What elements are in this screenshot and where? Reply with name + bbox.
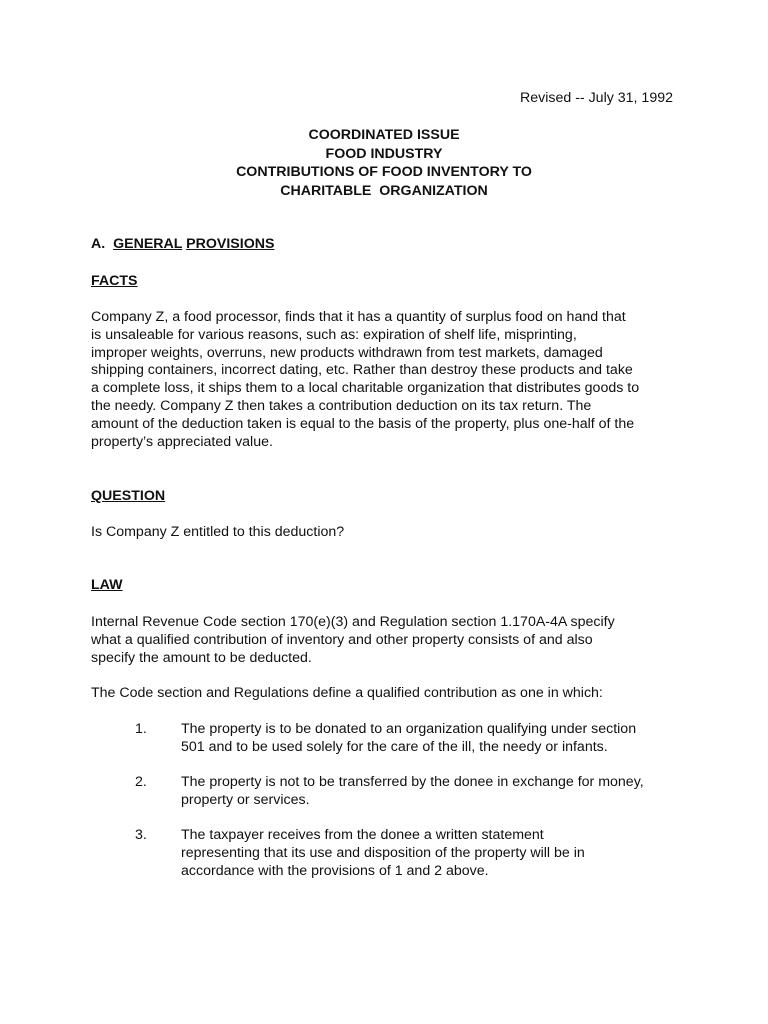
- facts-heading: [91, 273, 691, 291]
- question-paragraph: Is Company Z entitled to this deduction?: [91, 524, 345, 540]
- question-heading-text: QUESTION: [91, 488, 166, 504]
- title-line-2: FOOD INDUSTRY: [325, 145, 443, 162]
- section-a-word-provisions: PROVISIONS: [186, 236, 275, 252]
- list-item-text: The property is to be donated to an organization qualifying under section 501 and to be used solely for the care of the ill, the needy or infants.: [181, 721, 637, 755]
- revision-date: Revised -- July 31, 1992: [520, 90, 673, 106]
- law-heading: [91, 577, 691, 595]
- section-a-word-general: GENERAL: [113, 236, 183, 252]
- list-item: [91, 721, 691, 761]
- list-item: [91, 827, 691, 883]
- title-line-4: CHARITABLE ORGANIZATION: [280, 182, 488, 199]
- law-paragraph-1: Internal Revenue Code section 170(e)(3) and Regulation section 1.170A-4A specify what a qualified contribution of inventory and other property consists of and also specify the amount to be deducted.: [91, 614, 615, 666]
- list-item: [91, 774, 691, 814]
- list-item-number: 1.: [135, 721, 147, 737]
- list-item-number: 3.: [135, 827, 147, 843]
- section-a-letter: A.: [91, 236, 106, 252]
- section-a-heading: [91, 236, 691, 254]
- list-item-text: The property is not to be transferred by the donee in exchange for money, property or services.: [181, 774, 644, 808]
- title-line-1: COORDINATED ISSUE: [308, 127, 460, 143]
- document-title: [0, 126, 768, 200]
- law-heading-text: LAW: [91, 577, 123, 593]
- list-item-number: 2.: [135, 774, 147, 790]
- question-heading: [91, 488, 691, 506]
- list-item-text: The taxpayer receives from the donee a written statement representing that its use and disposition of the property will be in accordance with the provisions of 1 and 2 above.: [181, 827, 585, 879]
- title-line-3: CONTRIBUTIONS OF FOOD INVENTORY TO: [236, 164, 532, 180]
- facts-heading-text: FACTS: [91, 273, 138, 289]
- law-paragraph-2: The Code section and Regulations define a qualified contribution as one in which:: [91, 685, 603, 701]
- facts-paragraph: Company Z, a food processor, finds that it has a quantity of surplus food on hand that is unsaleable for various reasons, such as: expiration of shelf life, misprinting, improper weights, overruns, new products withdrawn from test markets, damaged shipping containers, incorrect dating, etc. Rather than destroy these products and take a complete loss, it ships them to a local charitable organization that distributes goods to the needy. Company Z then takes a contribution deduction on its tax return. The amount of the deduction taken is equal to the basis of the property, plus one-half of the property’s appreciated value.: [91, 309, 640, 450]
